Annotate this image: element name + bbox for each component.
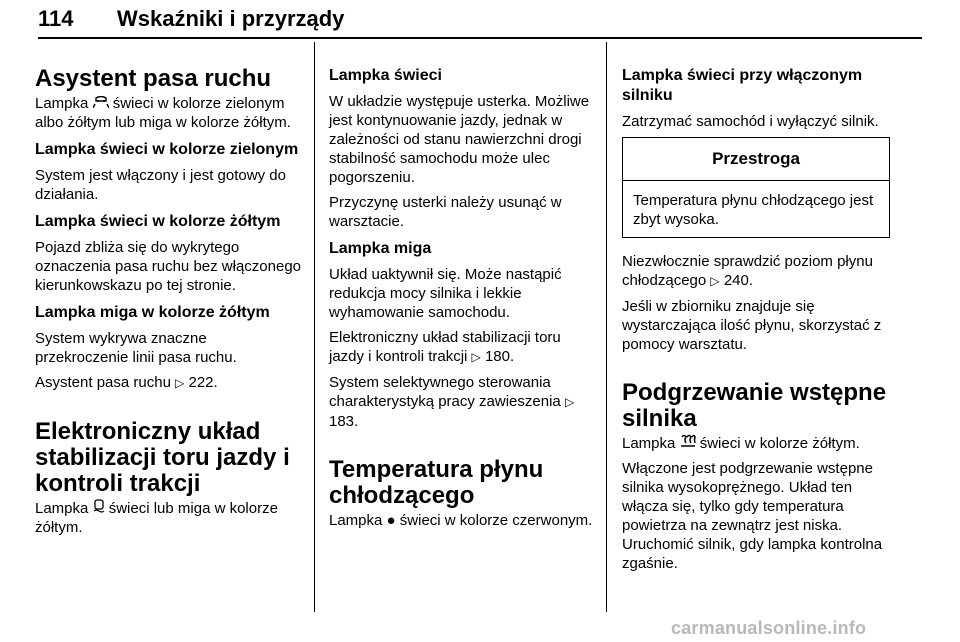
paragraph: Pojazd zbliża się do wykrytego oznaczenia pasa ruchu bez włączonego kierunkowskazu po tej stronie. <box>35 239 302 294</box>
paragraph: Zatrzymać samochód i wyłączyć silnik. <box>622 113 879 130</box>
paragraph: Lampka ● świeci w kolorze czerwonym. <box>329 512 593 529</box>
subsection-heading: Lampka świeci <box>329 67 442 84</box>
paragraph: Przyczynę usterki należy usunąć w warsztacie. <box>329 194 562 230</box>
column-divider <box>606 42 607 612</box>
coolant-icon: ● <box>386 512 396 529</box>
caution-title: Przestroga <box>623 138 889 181</box>
header-divider <box>38 37 922 39</box>
watermark: carmanualsonline.info <box>671 618 867 638</box>
column-divider <box>314 42 315 612</box>
esc-icon <box>93 500 109 517</box>
paragraph: Włączone jest podgrzewanie wstępne silnika wysokoprężnego. Układ ten włącza się, tylko gdy temperatura powietrza na zewnątrz jest niska. Uruchomić silnik, gdy lampka kontrolna zgaśnie. <box>622 460 883 572</box>
paragraph: Lampka świeci w kolorze zielonym albo żółtym lub miga w kolorze żółtym. <box>35 95 291 131</box>
page-reference-arrow-icon: ▷ <box>710 274 720 288</box>
page-reference-arrow-icon: ▷ <box>471 350 481 364</box>
subsection-heading: Lampka miga <box>329 240 432 257</box>
paragraph: Układ uaktywnił się. Może nastąpić redukcja mocy silnika i lekkie wyhamowanie samochodu. <box>329 266 562 321</box>
paragraph: Jeśli w zbiorniku znajduje się wystarczająca ilość płynu, skorzystać z pomocy warsztatu. <box>622 298 882 353</box>
lane-assist-icon <box>93 95 113 112</box>
section-heading: Elektroniczny układ stabilizacji toru jazdy i kontroli trakcji <box>35 418 290 497</box>
page-header <box>38 4 922 34</box>
section-heading: Podgrzewanie wstępne silnika <box>622 379 887 432</box>
page-reference-arrow-icon: ▷ <box>175 376 185 390</box>
paragraph: System wykrywa znaczne przekroczenie linii pasa ruchu. <box>35 330 237 366</box>
column-1 <box>35 66 301 543</box>
page-reference[interactable]: Asystent pasa ruchu ▷ 222. <box>35 374 218 391</box>
subsection-heading: Lampka miga w kolorze żółtym <box>35 304 270 321</box>
page-reference[interactable]: Niezwłocznie sprawdzić poziom płynu chłodzącego ▷ 240. <box>622 253 873 289</box>
section-heading: Asystent pasa ruchu <box>35 65 272 92</box>
subsection-heading: Lampka świeci w kolorze żółtym <box>35 213 281 230</box>
paragraph: Lampka świeci lub miga w kolorze żółtym. <box>35 500 278 536</box>
column-3 <box>622 66 890 579</box>
page-reference[interactable]: Elektroniczny układ stabilizacji toru jazdy i kontroli trakcji ▷ 180. <box>329 329 561 365</box>
section-heading: Temperatura płynu chłodzącego <box>329 456 544 509</box>
subsection-heading: Lampka świeci w kolorze zielonym <box>35 141 299 158</box>
caution-text: Temperatura płynu chłodzącego jest zbyt wysoka. <box>633 192 874 228</box>
page-number: 114 <box>38 6 74 31</box>
paragraph: W układzie występuje usterka. Możliwe jest kontynuowanie jazdy, jednak w zależności od stanu nawierzchni drogi stabilność samochodu może ulec pogorszeniu. <box>329 93 590 186</box>
subsection-heading: Lampka świeci przy włączonym silniku <box>622 67 863 104</box>
glow-plug-icon <box>680 435 700 452</box>
caution-box <box>622 137 890 238</box>
page-reference-arrow-icon: ▷ <box>564 395 575 409</box>
paragraph: Lampka świeci w kolorze żółtym. <box>622 435 860 452</box>
paragraph: System jest włączony i jest gotowy do działania. <box>35 167 286 203</box>
page-reference[interactable]: System selektywnego sterowania charakterystyką pracy zawieszenia ▷ 183. <box>329 374 575 430</box>
column-2 <box>329 66 595 536</box>
page-title: Wskaźniki i przyrządy <box>117 6 345 31</box>
